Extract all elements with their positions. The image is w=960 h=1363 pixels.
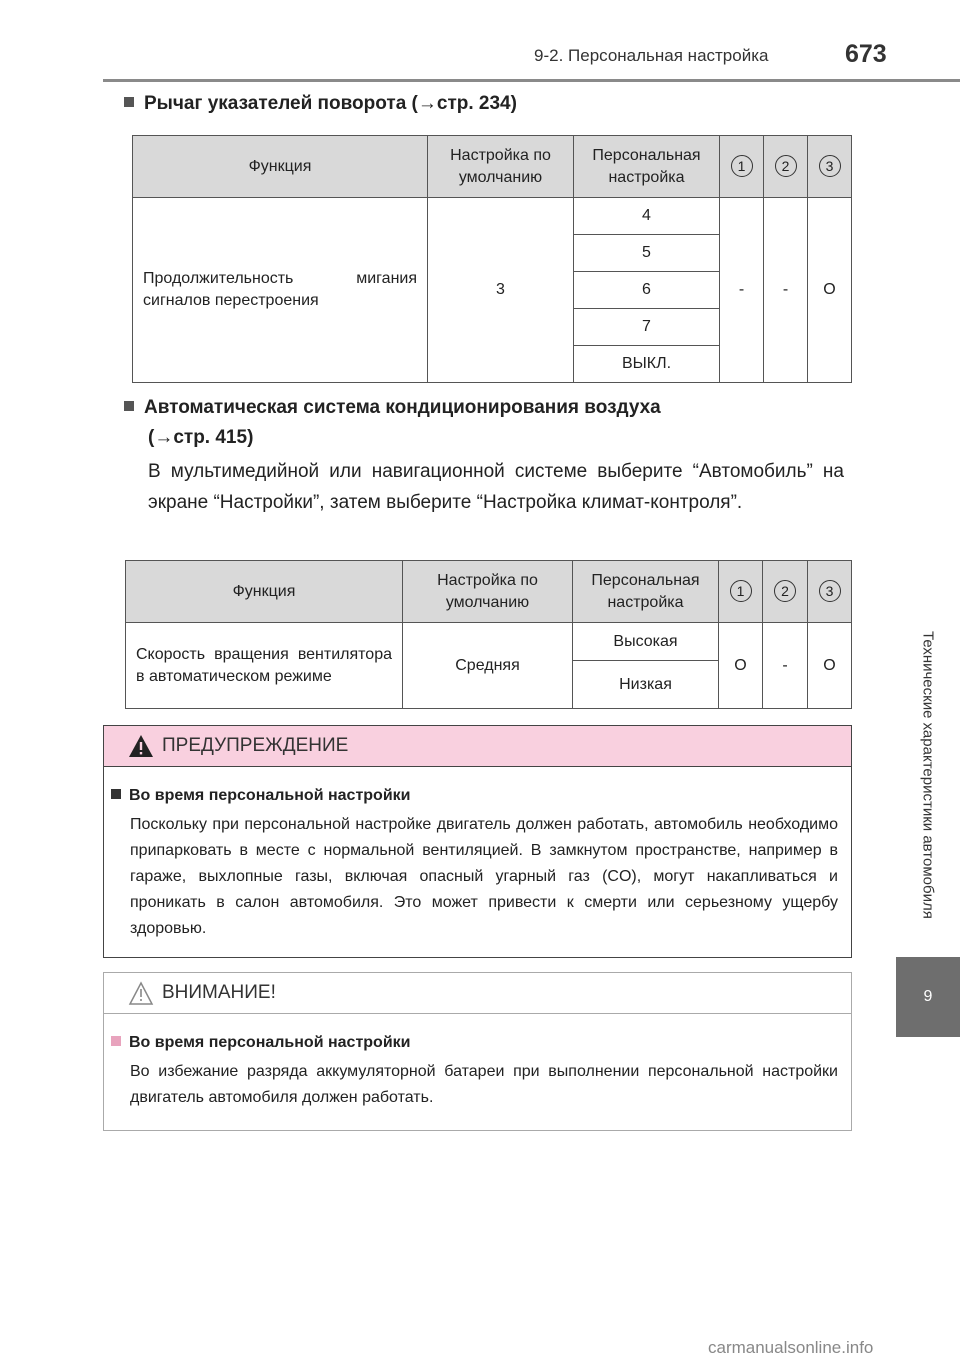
header-custom: Персональная настройка (574, 136, 720, 198)
section1-title: Рычаг указателей поворота (→стр. 234) (144, 93, 517, 114)
mark-1-cell: O (719, 623, 763, 709)
bullet-icon (124, 401, 134, 411)
caution-text: Во избежание разряда аккумуляторной батареи при выполнении персональной настройки двигатель автомобиля должен работать. (130, 1063, 838, 1106)
header-rule (103, 79, 960, 82)
header-default: Настройка по умолчанию (403, 561, 573, 623)
option-cell: Низкая (573, 661, 719, 709)
warning-text: Поскольку при персональной настройке двигатель должен работать, автомобиль необходимо припарковать в месте с нормальной вентиляцией. В замкнутом пространстве, например в гараже, выхлопные газы, включая опасный угарный газ (CO), могут накапливаться и проникать в салон автомобиля. Это может привести к смерти или серьезному ущербу здоровью. (130, 816, 838, 937)
circled-1-icon: 1 (730, 580, 752, 602)
section2-heading (124, 394, 661, 422)
chapter-tab-title: Технические характеристики автомобиля (919, 630, 937, 919)
function-cell: Скорость вращения вентилятора в автоматическом режиме (126, 623, 403, 709)
default-cell: Средняя (403, 623, 573, 709)
turn-signal-table (132, 135, 852, 383)
circled-3-icon: 3 (819, 155, 841, 177)
section-title: 9-2. Персональная настройка (534, 46, 769, 65)
circled-2-icon: 2 (774, 580, 796, 602)
warning-subtitle: Во время персональной настройки (129, 787, 411, 804)
function-cell: Продолжительность мигания сигналов перестроения (133, 198, 428, 383)
warning-header (104, 726, 851, 767)
default-cell: 3 (428, 198, 574, 383)
circled-2-icon: 2 (775, 155, 797, 177)
header-custom: Персональная настройка (573, 561, 719, 623)
header-default: Настройка по умолчанию (428, 136, 574, 198)
mark-3-cell: O (808, 198, 852, 383)
mark-2-cell: - (764, 198, 808, 383)
section2-title-line1: Автоматическая система кондиционирования воздуха (144, 397, 661, 418)
square-bullet-icon (111, 789, 121, 799)
option-cell: Высокая (573, 623, 719, 661)
mark-3-cell: O (808, 623, 852, 709)
bullet-icon (124, 97, 134, 107)
option-cell: ВЫКЛ. (574, 346, 720, 383)
header-function: Функция (133, 136, 428, 198)
warning-subheading (111, 787, 411, 805)
section2-body: В мультимедийной или навигационной системе выберите “Автомобиль” на экране “Настройки”, затем выберите “Настройка климат-контроля”. (148, 461, 844, 513)
warning-triangle-icon (128, 734, 154, 758)
option-cell: 7 (574, 309, 720, 346)
caution-header (104, 973, 851, 1014)
warning-title: ПРЕДУПРЕЖДЕНИЕ (162, 735, 349, 756)
square-bullet-icon (111, 1036, 121, 1046)
caution-title: ВНИМАНИЕ! (162, 982, 276, 1003)
caution-subtitle: Во время персональной настройки (129, 1034, 411, 1051)
climate-table (125, 560, 852, 709)
mark-2-cell: - (763, 623, 808, 709)
page-number: 673 (845, 40, 887, 68)
header-function: Функция (126, 561, 403, 623)
mark-1-cell: - (720, 198, 764, 383)
section2-title-line2: (→стр. 415) (148, 427, 254, 448)
watermark: carmanualsonline.info (708, 1338, 874, 1357)
option-cell: 4 (574, 198, 720, 235)
caution-subheading (111, 1034, 411, 1052)
option-cell: 6 (574, 272, 720, 309)
circled-1-icon: 1 (731, 155, 753, 177)
caution-triangle-icon (128, 981, 154, 1005)
chapter-tab-number: 9 (896, 957, 960, 1037)
circled-3-icon: 3 (819, 580, 841, 602)
section1-heading (124, 90, 517, 118)
option-cell: 5 (574, 235, 720, 272)
